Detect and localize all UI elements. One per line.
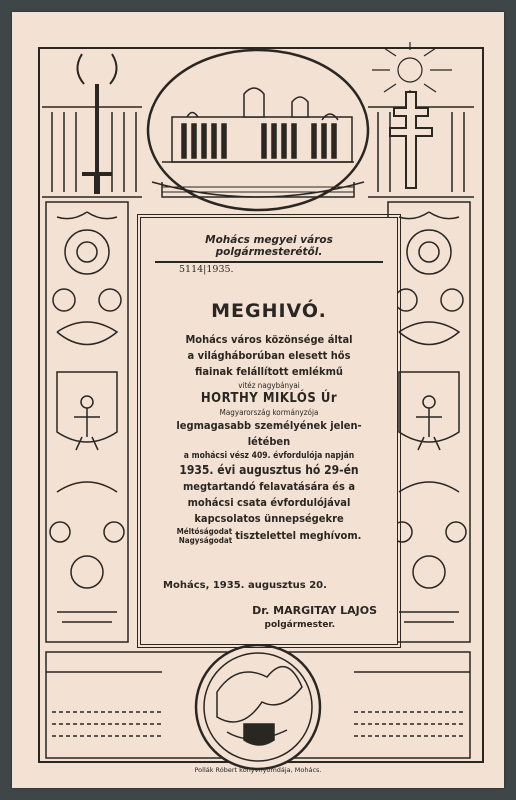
body-line: Mohács város közönsége által (185, 333, 353, 346)
issuer-header: Mohács megyei város polgármesterétől. (155, 234, 383, 263)
printer-credit: Pollák Róbert könyvnyomdája, Mohács. (194, 766, 322, 774)
top-left-hatching (42, 107, 142, 197)
body-line: létében (247, 435, 291, 448)
invitation-title: MEGHIVÓ. (211, 300, 327, 322)
date-line: Mohács, 1935. augusztus 20. (163, 580, 327, 591)
body-line-date: 1935. évi augusztus hó 29-én (179, 463, 359, 477)
crescent-moon-icon (77, 54, 116, 84)
body-line: kapcsolatos ünnepségekre (194, 512, 344, 525)
honorific-line (149, 527, 389, 545)
signature-title: polgármester. (264, 620, 335, 630)
body-line: vitéz nagybányai (238, 381, 300, 390)
left-side-ornament (46, 202, 128, 642)
city-hall-illustration (148, 50, 368, 210)
sword-icon (82, 84, 112, 194)
body-line: Magyarország kormányzója (219, 408, 319, 417)
body-line: tisztelettel meghívom. (235, 529, 362, 542)
body-line: a világháborúban elesett hős (187, 349, 351, 362)
sun-icon (372, 42, 452, 98)
invitation-text-panel (140, 217, 398, 645)
right-side-ornament (388, 202, 470, 642)
invitation-body (149, 332, 389, 545)
body-line: megtartandó felavatására és a (182, 480, 356, 493)
honorific-1: Méltóságodat (176, 527, 233, 536)
body-line: fiainak felállított emlékmű (195, 365, 343, 378)
top-right-hatching (368, 107, 474, 197)
honorific-2: Nagyságodat (178, 536, 233, 545)
signature-name: Dr. MARGITAY LAJOS (252, 604, 377, 617)
body-line-name: HORTHY MIKLÓS Úr (200, 391, 338, 406)
body-line: mohácsi csata évfordulójával (187, 496, 351, 509)
invitation-card (12, 12, 504, 788)
body-line: legmagasabb személyének jelen- (176, 419, 362, 432)
reference-number: 5114|1935. (179, 264, 234, 275)
body-line: a mohácsi vész 409. évfordulója napján (183, 451, 355, 461)
bottom-ornament (46, 645, 470, 769)
